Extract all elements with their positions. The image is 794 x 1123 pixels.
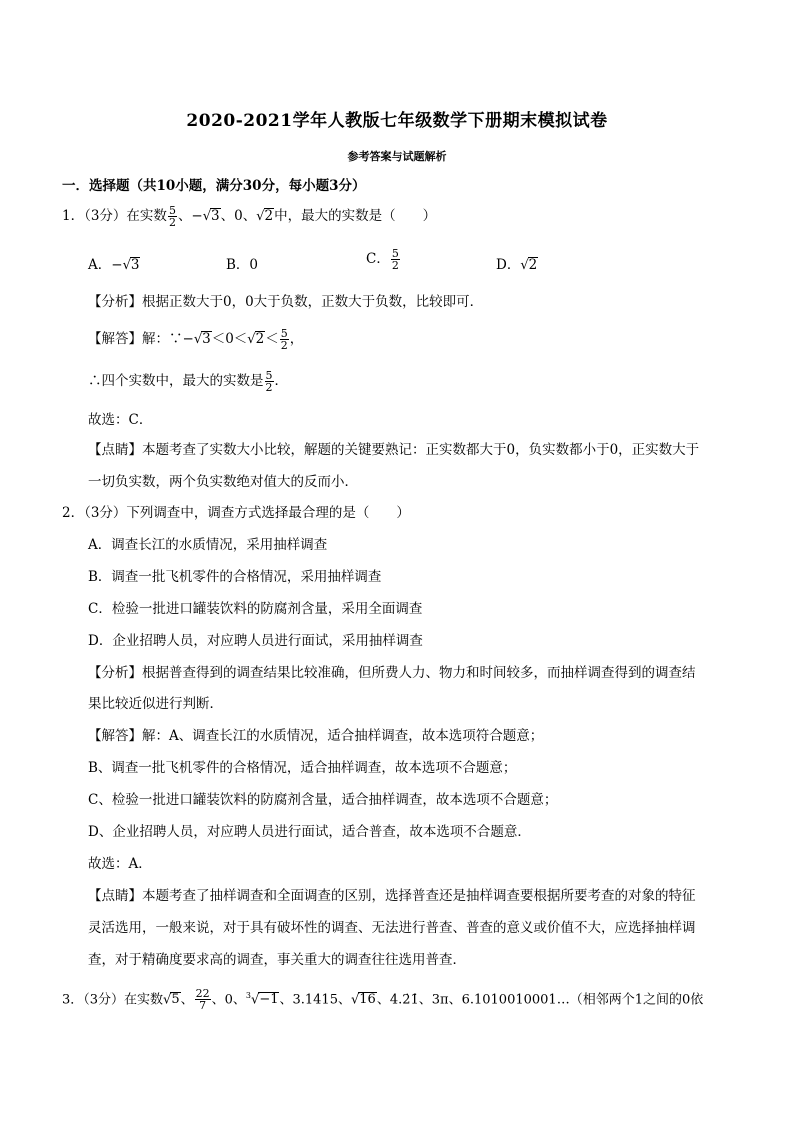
question-2-comment-line-1: 【点睛】本题考查了抽样调查和全面调查的区别，选择普查还是抽样调查要根据所要考查的对象的特征 — [88, 888, 696, 904]
question-3-stem: 3．（3分）在实数√5、 $\frac{22}{7}$ 、0、$^3$√−1、3.1415、√16、4.2̇1̇、3π、6.1010010001…（相邻两个1之间的0依 — [62, 987, 704, 1013]
question-2-analysis-line-2: 果比较近似进行判断． — [88, 696, 223, 712]
question-1-option-a: A．−√3 — [88, 257, 140, 273]
question-2-answer-a: 【解答】解：A、调查长江的水质情况，适合抽样调查，故本选项符合题意； — [88, 728, 544, 744]
question-1-option-d: D．√2 — [496, 257, 538, 273]
question-2-option-d: D．企业招聘人员，对应聘人员进行面试，采用抽样调查 — [88, 633, 423, 649]
question-2-option-c: C．检验一批进口罐装饮料的防腐剂含量，采用全面调查 — [88, 601, 423, 617]
question-2-answer-c: C、检验一批进口罐装饮料的防腐剂含量，适合抽样调查，故本选项不合题意； — [88, 792, 558, 808]
question-1-answer: 【解答】解：∵−√3＜0＜√2＜ $\frac{5}{2}$ ， — [88, 327, 304, 352]
question-1-analysis: 【分析】根据正数大于0，0大于负数，正数大于负数，比较即可． — [88, 294, 484, 310]
sqrt-icon: √ — [520, 258, 529, 273]
sqrt-icon: √ — [247, 332, 256, 347]
page-subtitle: 参考答案与试题解析 — [347, 150, 447, 163]
sqrt-icon: √ — [122, 258, 131, 273]
question-1-option-b: B．0 — [226, 257, 259, 273]
question-2-stem: 2．（3分）下列调查中，调查方式选择最合理的是（ ） — [62, 505, 410, 521]
cube-root-icon: √ — [251, 992, 260, 1008]
question-1-choice: 故选：C． — [88, 412, 153, 428]
question-2-comment-line-3: 查，对于精确度要求高的调查，事关重大的调查往往选用普查． — [88, 952, 466, 968]
question-2-option-a: A．调查长江的水质情况，采用抽样调查 — [88, 537, 328, 553]
sqrt-icon: √ — [256, 209, 265, 224]
question-2-answer-d: D、企业招聘人员，对应聘人员进行面试，适合普查，故本选项不合题意． — [88, 824, 531, 840]
page-title: 2020-2021学年人教版七年级数学下册期末模拟试卷 — [186, 111, 608, 131]
question-1-comment-line-1: 【点睛】本题考查了实数大小比较，解题的关键要熟记：正实数都大于0，负实数都小于0，正实数大于 — [88, 442, 700, 458]
question-2-comment-line-2: 灵活选用，一般来说，对于具有破坏性的调查、无法进行普查、普查的意义或价值不大，应选择抽样调 — [88, 920, 696, 936]
fraction: $\frac{5}{2}$ — [168, 204, 176, 229]
question-1-option-c: C． $\frac{5}{2}$ — [366, 247, 399, 272]
question-1-comment-line-2: 一切负实数，两个负实数绝对值大的反而小． — [88, 474, 358, 490]
sqrt-icon: √ — [163, 992, 172, 1008]
cube-root-index: 3 — [245, 991, 252, 1000]
question-1-stem: 1．（3分）在实数 $\frac{5}{2}$ 、−√3、0、√2中，最大的实数是（ ） — [62, 204, 437, 229]
question-2-answer-b: B、调查一批飞机零件的合格情况，适合抽样调查，故本选项不合题意； — [88, 760, 517, 776]
question-2-analysis-line-1: 【分析】根据普查得到的调查结果比较准确，但所费人力、物力和时间较多，而抽样调查得到的调查结 — [88, 665, 696, 681]
section-heading: 一．选择题（共10小题，满分30分，每小题3分） — [62, 178, 366, 194]
sqrt-icon: √ — [193, 332, 203, 347]
sqrt-icon: √ — [202, 209, 212, 224]
sqrt-icon: √ — [350, 992, 360, 1008]
question-2-choice: 故选：A． — [88, 856, 152, 872]
question-1-conclusion: ∴四个实数中，最大的实数是 $\frac{5}{2}$ ． — [88, 369, 288, 394]
question-2-option-b: B．调查一批飞机零件的合格情况，采用抽样调查 — [88, 569, 382, 585]
